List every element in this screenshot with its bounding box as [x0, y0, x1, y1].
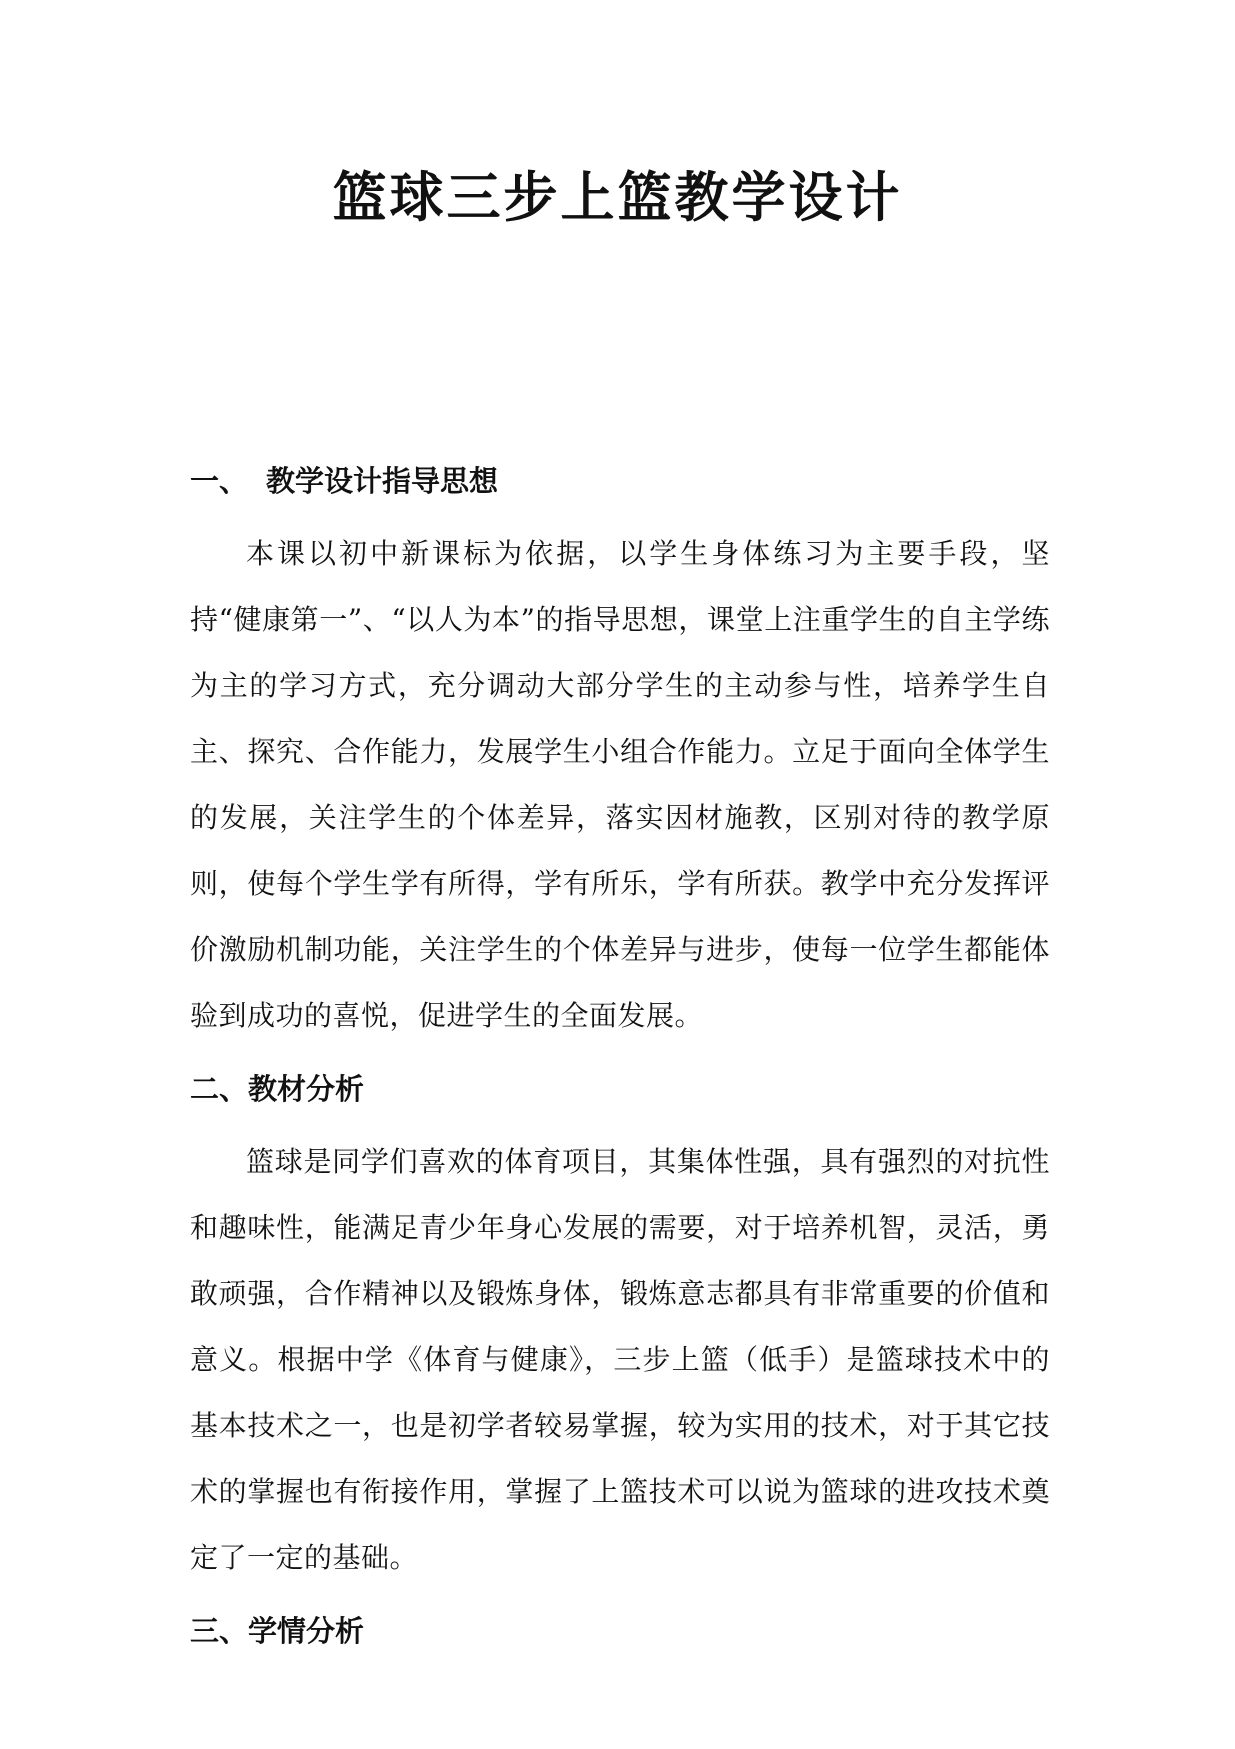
section-title: 教学设计指导思想: [266, 464, 499, 498]
section-number: 一、: [190, 464, 249, 498]
section-title: 学情分析: [248, 1614, 365, 1648]
section-paragraph-guiding-idea: 本课以初中新课标为依据，以学生身体练习为主要手段，坚持“健康第一”、“以人为本”的指导思想，课堂上注重学生的自主学练为主的学习方式，充分调动大部分学生的主动参与性，培养学生自主、探究、合作能力，发展学生小组合作能力。立足于面向全体学生的发展，关注学生的个体差异，落实因材施教，区别对待的教学原则，使每个学生学有所得，学有所乐，学有所获。教学中充分发挥评价激励机制功能，关注学生的个体差异与进步，使每一位学生都能体验到成功的喜悦，促进学生的全面发展。: [190, 537, 1050, 1032]
section-heading-guiding-idea: [190, 455, 1050, 507]
document-content: [190, 455, 1050, 1657]
section-heading-material-analysis: [190, 1063, 1050, 1115]
section-paragraph-material-analysis: 篮球是同学们喜欢的体育项目，其集体性强，具有强烈的对抗性和趣味性，能满足青少年身心发展的需要，对于培养机智，灵活，勇敢顽强，合作精神以及锻炼身体，锻炼意志都具有非常重要的价值和意义。根据中学《体育与健康》，三步上篮（低手）是篮球技术中的基本技术之一，也是初学者较易掌握，较为实用的技术，对于其它技术的掌握也有衔接作用，掌握了上篮技术可以说为篮球的进攻技术奠定了一定的基础。: [190, 1145, 1050, 1574]
section-title: 教材分析: [248, 1072, 365, 1106]
section-number: 二、: [190, 1072, 249, 1106]
section-heading-student-analysis: [190, 1605, 1050, 1657]
document-title: 篮球三步上篮教学设计: [332, 165, 903, 229]
section-number: 三、: [190, 1614, 249, 1648]
